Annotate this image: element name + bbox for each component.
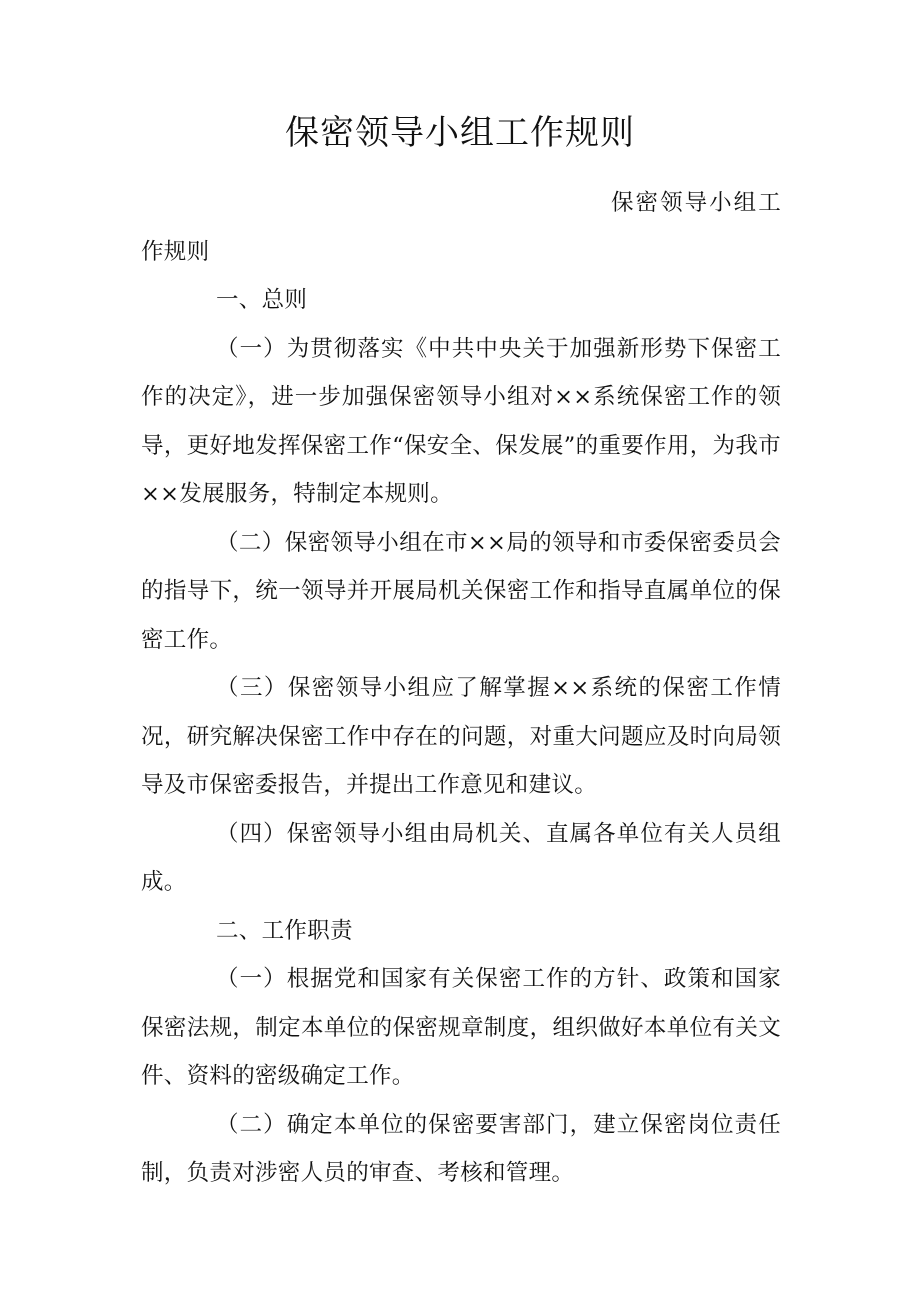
general-clause-1: （一）为贯彻落实《中共中央关于加强新形势下保密工作的决定》，进一步加强保密领导小组对××系统保密工作的领导，更好地发挥保密工作“保安全、保发展”的重要作用，为我市××发展服务，特制定本规则。 (141, 335, 781, 507)
duty-clause-1: （一）根据党和国家有关保密工作的方针、政策和国家保密法规，制定本单位的保密规章制度，组织做好本单位有关文件、资料的密级确定工作。 (141, 966, 781, 1089)
document-subtitle: 保密领导小组工作规则 (141, 190, 781, 265)
general-clause-4: （四）保密领导小组由局机关、直属各单位有关人员组成。 (141, 820, 781, 895)
general-clause-2: （二）保密领导小组在市××局的领导和市委保密委员会的指导下，统一领导并开展局机关保密工作和指导直属单位的保密工作。 (141, 529, 781, 653)
document-title: 保密领导小组工作规则 (285, 113, 635, 153)
section-heading-duties: 二、工作职责 (216, 917, 353, 944)
duty-clause-2: （二）确定本单位的保密要害部门，建立保密岗位责任制，负责对涉密人员的审查、考核和管理。 (141, 1111, 781, 1186)
section-heading-general: 一、总则 (216, 287, 308, 313)
document-body (141, 179, 781, 1198)
general-clause-3: （三）保密领导小组应了解掌握××系统的保密工作情况，研究解决保密工作中存在的问题，对重大问题应及时向局领导及市保密委报告，并提出工作意见和建议。 (141, 675, 781, 798)
